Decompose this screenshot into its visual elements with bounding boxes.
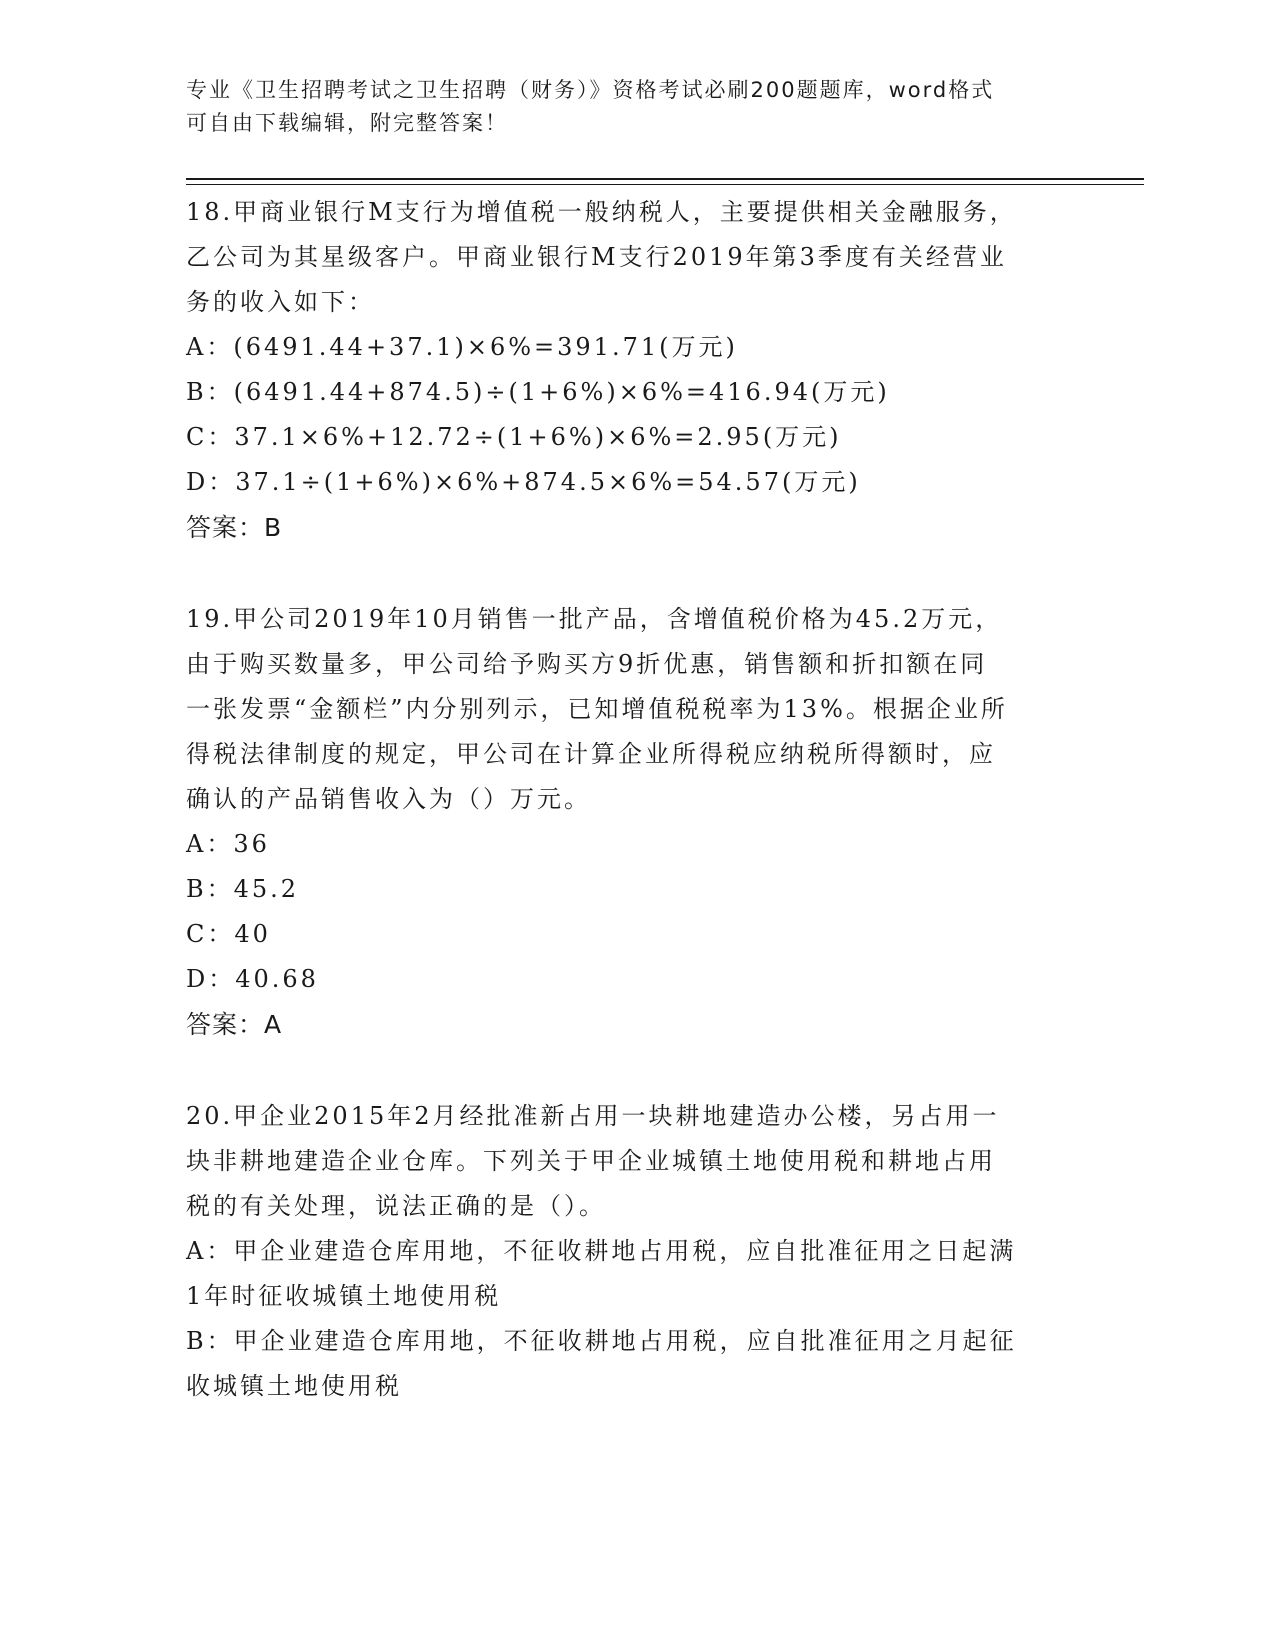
question-stem-line: 20.甲企业2015年2月经批准新占用一块耕地建造办公楼，另占用一 bbox=[186, 1102, 1000, 1130]
option-b: B：(6491.44+874.5)÷(1+6%)×6%=416.94(万元) bbox=[186, 378, 890, 406]
spacer bbox=[186, 1047, 1086, 1094]
question-stem-line: 由于购买数量多，甲公司给予购买方9折优惠，销售额和折扣额在同 bbox=[186, 650, 988, 678]
question-18 bbox=[186, 190, 1086, 550]
question-stem-line: 税的有关处理，说法正确的是（）。 bbox=[186, 1192, 606, 1220]
option-d: D：40.68 bbox=[186, 965, 319, 993]
question-stem-line: 确认的产品销售收入为（）万元。 bbox=[186, 785, 591, 813]
header-divider-thick bbox=[186, 178, 1144, 180]
question-20 bbox=[186, 1094, 1086, 1409]
question-stem-line: 一张发票“金额栏”内分别列示，已知增值税税率为13%。根据企业所 bbox=[186, 695, 1008, 723]
option-a-continued: 1年时征收城镇土地使用税 bbox=[186, 1282, 502, 1310]
question-stem-line: 乙公司为其星级客户。甲商业银行M支行2019年第3季度有关经营业 bbox=[186, 243, 1007, 271]
document-header bbox=[186, 74, 1086, 140]
question-stem-line: 18.甲商业银行M支行为增值税一般纳税人，主要提供相关金融服务， bbox=[186, 198, 1017, 226]
option-b: B：45.2 bbox=[186, 875, 300, 903]
option-b: B：甲企业建造仓库用地，不征收耕地占用税，应自批准征用之月起征 bbox=[186, 1327, 1017, 1355]
option-a: A：36 bbox=[186, 830, 270, 858]
question-stem-line: 块非耕地建造企业仓库。下列关于甲企业城镇土地使用税和耕地占用 bbox=[186, 1147, 996, 1175]
option-c: C：37.1×6%+12.72÷(1+6%)×6%=2.95(万元) bbox=[186, 423, 842, 451]
spacer bbox=[186, 550, 1086, 597]
option-b-continued: 收城镇土地使用税 bbox=[186, 1372, 402, 1400]
answer-label: 答案：A bbox=[186, 1010, 283, 1039]
question-stem-line: 得税法律制度的规定，甲公司在计算企业所得税应纳税所得额时，应 bbox=[186, 740, 996, 768]
question-19 bbox=[186, 597, 1086, 1047]
question-stem-line: 19.甲公司2019年10月销售一批产品，含增值税价格为45.2万元， bbox=[186, 605, 1003, 633]
option-c: C：40 bbox=[186, 920, 271, 948]
header-title-line-1: 专业《卫生招聘考试之卫生招聘（财务）》资格考试必刷200题题库，word格式 bbox=[186, 78, 995, 102]
option-a: A：(6491.44+37.1)×6%=391.71(万元) bbox=[186, 333, 738, 361]
question-list bbox=[186, 190, 1086, 1409]
header-divider-thin bbox=[186, 184, 1144, 185]
question-stem-line: 务的收入如下： bbox=[186, 288, 375, 316]
option-d: D：37.1÷(1+6%)×6%+874.5×6%=54.57(万元) bbox=[186, 468, 861, 496]
option-a: A：甲企业建造仓库用地，不征收耕地占用税，应自批准征用之日起满 bbox=[186, 1237, 1017, 1265]
header-title-line-2: 可自由下载编辑，附完整答案！ bbox=[186, 111, 508, 135]
answer-label: 答案：B bbox=[186, 513, 283, 542]
